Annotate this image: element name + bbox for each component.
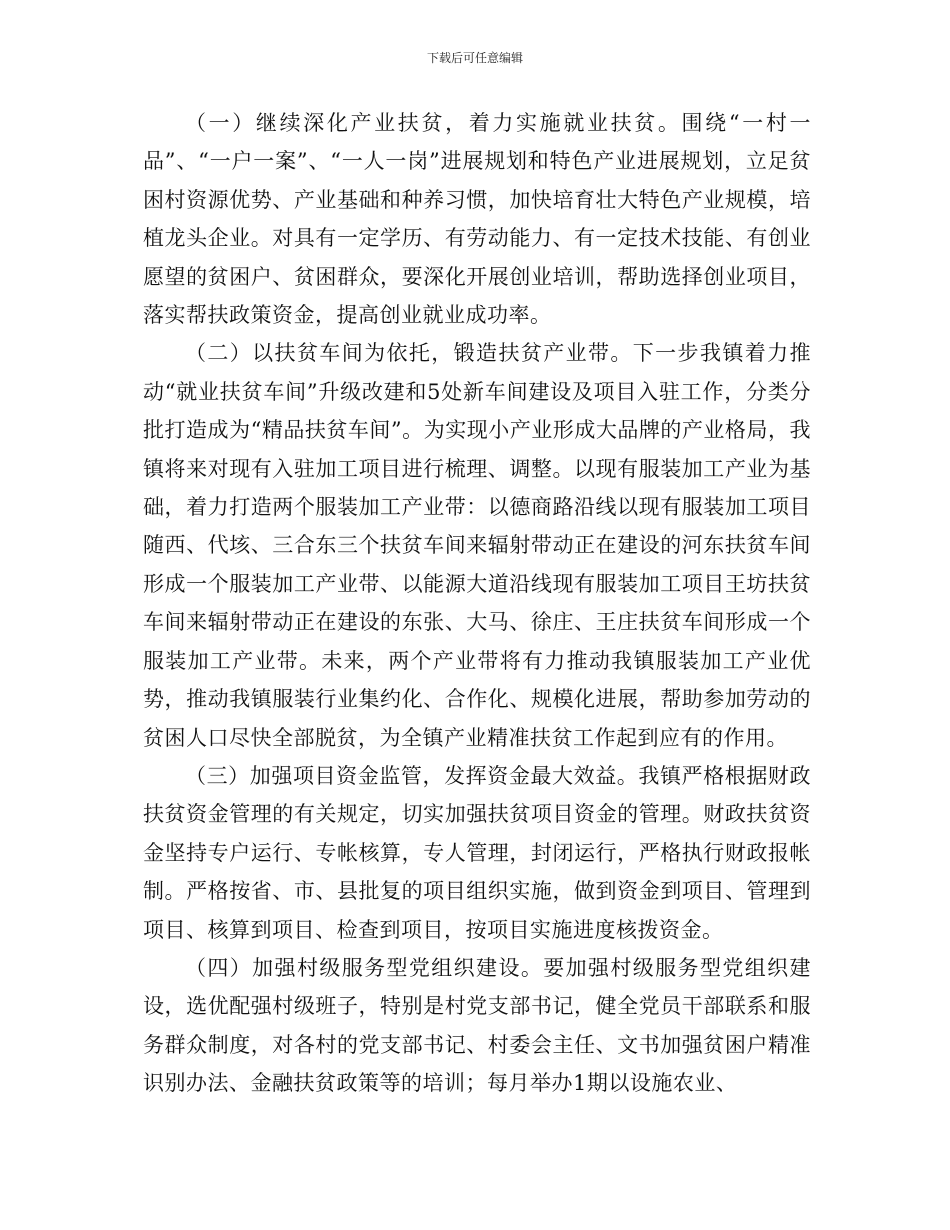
page-header: 下载后可任意编辑 [426, 51, 523, 65]
paragraph-2: （二）以扶贫车间为依托，锻造扶贫产业带。下一步我镇着力推动“就业扶贫车间”升级改建和5处新车间建设及项目入驻工作，分类分批打造成为“精品扶贫车间”。为实现小产业形成大品牌的产业格局，我镇将来对现有入驻加工项目进行梳理、调整。以现有服装加工产业为基础，着力打造两个服装加工产业带：以德商路沿线以现有服装加工项目随西、代垓、三合东三个扶贫车间来辐射带动正在建设的河东扶贫车间形成一个服装加工产业带、以能源大道沿线现有服装加工项目王坊扶贫车间来辐射带动正在建设的东张、大马、徐庄、王庄扶贫车间形成一个服装加工产业带。未来，两个产业带将有力推动我镇服装加工产业优势，推动我镇服装行业集约化、合作化、规模化进展，帮助参加劳动的贫困人口尽快全部脱贫，为全镇产业精准扶贫工作起到应有的作用。 [143, 341, 811, 750]
document-body [143, 104, 811, 1103]
paragraph-3: （三）加强项目资金监管，发挥资金最大效益。我镇严格根据财政扶贫资金管理的有关规定，切实加强扶贫项目资金的管理。财政扶贫资金坚持专户运行、专帐核算，专人管理，封闭运行，严格执行财政报帐制。严格按省、市、县批复的项目组织实施，做到资金到项目、管理到项目、核算到项目、检查到项目，按项目实施进度核拨资金。 [143, 763, 811, 942]
paragraph-4: （四）加强村级服务型党组织建设。要加强村级服务型党组织建设，选优配强村级班子，特别是村党支部书记，健全党员干部联系和服务群众制度，对各村的党支部书记、村委会主任、文书加强贫困户精准识别办法、金融扶贫政策等的培训；每月举办1期以设施农业、 [143, 955, 811, 1096]
paragraph-1: （一）继续深化产业扶贫，着力实施就业扶贫。围绕“一村一品”、“一户一案”、“一人一岗”进展规划和特色产业进展规划，立足贫困村资源优势、产业基础和种养习惯，加快培育壮大特色产业规模，培植龙头企业。对具有一定学历、有劳动能力、有一定技术技能、有创业愿望的贫困户、贫困群众，要深化开展创业培训，帮助选择创业项目，落实帮扶政策资金，提高创业就业成功率。 [143, 111, 811, 328]
